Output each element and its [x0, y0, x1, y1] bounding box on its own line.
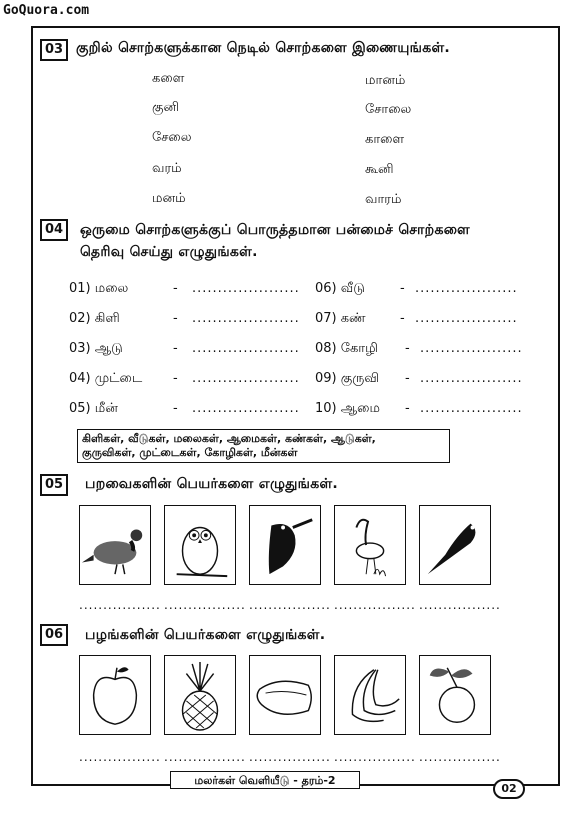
q03-left-word: குனி — [152, 100, 180, 115]
kingfisher-icon — [250, 506, 320, 584]
apple-icon — [80, 656, 150, 734]
q04-item-label: 07) கண் — [315, 311, 366, 326]
parrot-icon — [420, 506, 490, 584]
pineapple-icon — [165, 656, 235, 734]
word-bank-line: கிளிகள், வீடுகள், மலைகள், ஆமைகள், கண்கள், ஆடுகள், — [82, 432, 376, 445]
q04-dash: - — [405, 341, 410, 356]
footer-title: மலர்கள் வெளியீடு - தரம்-2 — [170, 771, 360, 789]
question-05-instruction: பறவைகளின் பெயர்களை எழுதுங்கள். — [85, 476, 339, 492]
q05-answer-blank[interactable]: ................. — [164, 598, 246, 612]
q03-left-word: சேலை — [152, 130, 192, 145]
q04-dash: - — [400, 311, 405, 326]
q03-right-word: சோலை — [365, 102, 412, 117]
q06-answer-blank[interactable]: ................. — [79, 750, 161, 764]
q04-item-label: 04) முட்டை — [69, 371, 143, 386]
q03-right-word: கூனி — [365, 162, 394, 177]
q04-item-label: 10) ஆமை — [315, 401, 380, 416]
guava-icon — [420, 656, 490, 734]
q04-answer-blank[interactable]: ..................... — [192, 281, 300, 296]
q04-dash: - — [400, 281, 405, 296]
q03-right-word: வாரம் — [365, 192, 402, 207]
q06-answer-blank[interactable]: ................. — [334, 750, 416, 764]
q04-item-label: 01) மலை — [69, 281, 129, 296]
q04-item-label: 02) கிளி — [69, 311, 120, 326]
question-number-04: 04 — [40, 219, 68, 241]
q05-answer-blank[interactable]: ................. — [79, 598, 161, 612]
apple-picture — [79, 655, 151, 735]
guava-picture — [419, 655, 491, 735]
q04-answer-blank[interactable]: .................... — [415, 311, 518, 326]
q05-answer-blank[interactable]: ................. — [419, 598, 501, 612]
q04-item-label: 06) வீடு — [315, 281, 365, 296]
q03-left-word: களை — [152, 71, 185, 86]
q04-answer-blank[interactable]: .................... — [420, 371, 523, 386]
pineapple-picture — [164, 655, 236, 735]
question-03-instruction: குறில் சொற்களுக்கான நெடில் சொற்களை இணையுங்கள். — [76, 40, 451, 56]
owl-icon — [165, 506, 235, 584]
q04-answer-blank[interactable]: .................... — [420, 401, 523, 416]
q04-item-label: 03) ஆடு — [69, 341, 123, 356]
q04-answer-blank[interactable]: ..................... — [192, 311, 300, 326]
banana-picture — [334, 655, 406, 735]
kingfisher-picture — [249, 505, 321, 585]
q04-answer-blank[interactable]: ..................... — [192, 341, 300, 356]
q06-answer-blank[interactable]: ................. — [164, 750, 246, 764]
banana-icon — [335, 656, 405, 734]
page-number: 02 — [493, 779, 525, 799]
site-watermark: GoQuora.com — [3, 3, 90, 18]
word-bank-line: குருவிகள், முட்டைகள், கோழிகள், மீன்கள் — [82, 446, 298, 459]
question-number-06: 06 — [40, 624, 68, 646]
q03-left-word: வரம் — [152, 161, 182, 176]
q03-left-word: மனம் — [152, 191, 186, 206]
crane-icon — [335, 506, 405, 584]
pigeon-icon — [80, 506, 150, 584]
papaya-icon — [250, 656, 320, 734]
q04-dash: - — [173, 401, 178, 416]
q05-answer-blank[interactable]: ................. — [334, 598, 416, 612]
question-04-instruction-line1: ஒருமை சொற்களுக்குப் பொருத்தமான பன்மைச் சொற்களை — [80, 222, 470, 238]
q04-dash: - — [173, 371, 178, 386]
q06-answer-blank[interactable]: ................. — [419, 750, 501, 764]
q04-dash: - — [173, 341, 178, 356]
q04-dash: - — [405, 371, 410, 386]
q04-dash: - — [405, 401, 410, 416]
q04-answer-blank[interactable]: .................... — [415, 281, 518, 296]
q04-answer-blank[interactable]: .................... — [420, 341, 523, 356]
crane-picture — [334, 505, 406, 585]
q04-answer-blank[interactable]: ..................... — [192, 401, 300, 416]
q04-item-label: 09) குருவி — [315, 371, 380, 386]
q04-dash: - — [173, 281, 178, 296]
q04-answer-blank[interactable]: ..................... — [192, 371, 300, 386]
q04-item-label: 08) கோழி — [315, 341, 378, 356]
owl-picture — [164, 505, 236, 585]
q04-dash: - — [173, 311, 178, 326]
q06-answer-blank[interactable]: ................. — [249, 750, 331, 764]
q03-right-word: காளை — [365, 132, 405, 147]
q04-item-label: 05) மீன் — [69, 401, 118, 416]
question-number-05: 05 — [40, 474, 68, 496]
question-06-instruction: பழங்களின் பெயர்களை எழுதுங்கள். — [85, 627, 326, 643]
q04-word-bank — [77, 429, 450, 463]
papaya-picture — [249, 655, 321, 735]
parrot-picture — [419, 505, 491, 585]
q05-answer-blank[interactable]: ................. — [249, 598, 331, 612]
q03-right-word: மானம் — [365, 73, 406, 88]
question-04-instruction-line2: தெரிவு செய்து எழுதுங்கள். — [80, 244, 258, 260]
question-number-03: 03 — [40, 39, 68, 61]
pigeon-picture — [79, 505, 151, 585]
